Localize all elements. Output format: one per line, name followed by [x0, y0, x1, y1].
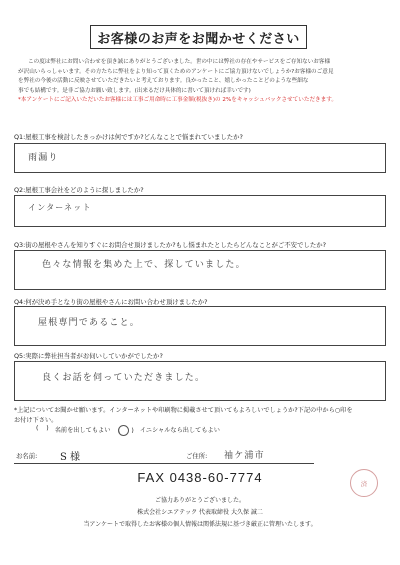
customer-name: S 様	[60, 452, 81, 463]
option-name-ok-label: 名前を出してもよい	[54, 427, 111, 434]
intro-line: この度は弊社にお問い合わせを頂き誠にありがとうございました。世の中には弊社の存在やサービスをご存知ないお客様	[28, 59, 331, 65]
customer-address: 袖ケ浦市	[224, 451, 265, 461]
option-name-ok[interactable]	[36, 425, 110, 434]
question-2-label: Q2:屋根工事会社をどのように探しましたか?	[14, 186, 144, 194]
question-2-answer: インターネット	[28, 203, 92, 212]
fax-number: FAX 0438-60-7774	[137, 470, 263, 485]
question-1-answer-box[interactable]	[14, 143, 386, 173]
question-5-answer: 良くお話を伺っていただきました。	[42, 373, 206, 383]
option-bracket: ( )	[118, 425, 134, 436]
page-title-text: お客様のお声をお聞かせください	[97, 31, 300, 47]
cashback-notice: *本アンケートにご記入いただいたお客様には工事ご用命時に工事金額(税抜き)の 2%をキャッシュバックさせていただきます。	[18, 97, 337, 103]
publication-consent	[14, 406, 390, 426]
consent-line-2: お付け下さい。	[14, 417, 58, 424]
intro-line: を弊社の今後の活動に反映させていただきたいと考えております。良かったこと、嬉しかったことどのような些細な	[18, 78, 309, 84]
question-4-answer: 屋根専門であること。	[38, 318, 141, 328]
consent-line-1: *上記についてお聞かせ願います。インターネットや印刷物に掲載させて頂いてもよろしいでしょうか?下記の中から○印を	[14, 407, 353, 414]
option-initials-ok-label: イニシャルなら出してもよい	[139, 427, 220, 434]
intro-line: 事でも結構です。是非ご協力お願い致します。(出来るだけ具体的に書いて頂ければ幸いです)	[18, 87, 251, 94]
footer-company: 株式会社シエアテック 代表取締役 大久保 誠二	[137, 509, 263, 516]
intro-line: が沢山いらっしゃいます。その方たちに弊社をより知って頂くためのアンケートにご協力頂けないでしょうか?お客様のご意見	[18, 68, 334, 75]
option-bracket: ( )	[36, 425, 49, 432]
name-address-row	[14, 447, 314, 464]
question-3-label: Q3:街の屋根やさんを知りすぐにお問合せ頂けましたか?もし悩まれたとしたらどんなことがご不安でしたか?	[14, 241, 326, 249]
address-label: ご住所:	[186, 452, 208, 460]
question-1-answer: 雨漏り	[28, 153, 59, 163]
footer-privacy: 当アンケートで取得したお客様の個人情報は関係法規に基づき厳正に管理いたします。	[83, 521, 317, 528]
circle-mark-icon	[118, 425, 129, 436]
option-initials-ok[interactable]	[118, 425, 220, 436]
intro-text	[18, 58, 386, 106]
question-3-answer: 色々な情報を集めた上で、探していました。	[42, 260, 246, 270]
name-label: お名前:	[16, 452, 38, 460]
footer-thanks: ご協力ありがとうございました。	[154, 497, 245, 504]
question-3-answer-box[interactable]	[14, 250, 386, 290]
question-4-label: Q4:何が決め手となり街の屋根やさんにお問い合わせ頂けましたか?	[14, 298, 208, 306]
question-1-label: Q1:屋根工事を検討したきっかけは何ですか?どんなことで悩まれていましたか?	[14, 133, 243, 141]
seal-stamp: 済	[350, 469, 378, 497]
page-title	[90, 25, 307, 49]
question-5-label: Q5:実際に弊社担当者がお伺いしていかがでしたか?	[14, 352, 163, 360]
